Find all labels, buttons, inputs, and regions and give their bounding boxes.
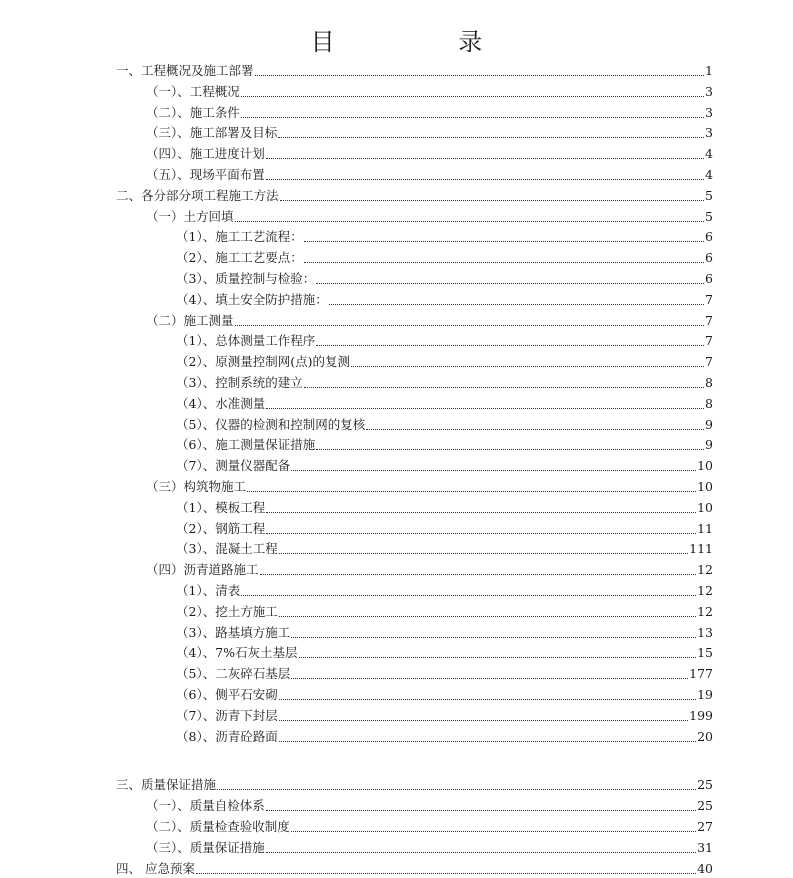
toc-entry-label: （8）、沥青砼路面 xyxy=(176,728,278,744)
dot-leader xyxy=(266,179,704,180)
dot-leader xyxy=(291,637,696,638)
page-title: 目 录 xyxy=(310,28,541,56)
toc-entry-label: （1）、清表 xyxy=(176,583,241,598)
toc-entry-label: （一）、工程概况 xyxy=(146,83,240,99)
toc-entry-label: （二）、质量检查验收制度 xyxy=(146,819,290,834)
toc-entry-label: （5）、二灰碎石基层 xyxy=(176,666,291,682)
toc-entry[interactable] xyxy=(176,707,713,725)
toc-entry-page-number: 13 xyxy=(697,624,713,640)
toc-entry-label: 二、各分部分项工程施工方法 xyxy=(116,187,279,203)
toc-entry-page-number: 31 xyxy=(697,839,713,855)
toc-entry-label: （6）、侧平石安砌 xyxy=(176,687,278,702)
toc-entry[interactable] xyxy=(176,686,713,704)
toc-entry[interactable] xyxy=(116,860,713,878)
toc-entry-page-number: 5 xyxy=(705,187,713,203)
toc-entry-label: （1）、模板工程 xyxy=(176,499,266,515)
toc-entry-label: 一、工程概况及施工部署 xyxy=(116,63,254,78)
toc-entry-label: （4）、7%石灰土基层 xyxy=(176,645,298,661)
dot-leader xyxy=(217,789,696,790)
toc-entry-page-number: 10 xyxy=(697,479,713,494)
toc-entry-label: （2）、挖土方施工 xyxy=(176,603,278,619)
toc-entry[interactable] xyxy=(176,374,713,392)
toc-entry-page-number: 20 xyxy=(697,728,713,744)
toc-entry-page-number: 6 xyxy=(705,229,713,245)
toc-entry[interactable] xyxy=(176,416,713,434)
toc-entry[interactable] xyxy=(176,228,713,246)
toc-entry-page-number: 177 xyxy=(689,666,713,682)
dot-leader xyxy=(304,387,704,388)
toc-entry-page-number: 7 xyxy=(705,333,713,349)
toc-entry-label: （2）、钢筋工程 xyxy=(176,520,266,536)
dot-leader xyxy=(279,553,688,554)
toc-entry-label: （三）构筑物施工 xyxy=(146,479,247,494)
toc-entry-label: （2）、施工工艺要点： xyxy=(176,250,303,266)
toc-entry-page-number: 7 xyxy=(705,291,713,307)
toc-entry-label: （五）、现场平面布置 xyxy=(146,167,265,182)
toc-entry[interactable] xyxy=(176,520,713,538)
toc-entry-page-number: 7 xyxy=(705,354,713,370)
toc-entry-page-number: 4 xyxy=(705,167,713,182)
dot-leader xyxy=(260,574,697,575)
dot-leader xyxy=(235,325,705,326)
toc-entry[interactable] xyxy=(146,208,713,226)
toc-entry-label: （6）、施工测量保证措施 xyxy=(176,437,316,453)
toc-entry[interactable] xyxy=(116,187,713,205)
toc-entry[interactable] xyxy=(176,582,713,600)
toc-entry-label: （4）、填土安全防护措施： xyxy=(176,291,328,307)
dot-leader xyxy=(316,283,704,284)
dot-leader xyxy=(241,595,696,596)
toc-entry[interactable] xyxy=(146,145,713,163)
toc-entry[interactable] xyxy=(146,83,713,101)
dot-leader xyxy=(196,873,696,874)
toc-entry[interactable] xyxy=(116,62,713,80)
toc-entry-label: （一）、质量自检体系 xyxy=(146,798,265,814)
toc-entry[interactable] xyxy=(116,776,713,794)
dot-leader xyxy=(316,345,704,346)
toc-entry[interactable] xyxy=(176,665,713,683)
toc-entry[interactable] xyxy=(146,818,713,836)
dot-leader xyxy=(266,408,704,409)
dot-leader xyxy=(266,852,696,853)
toc-entry-label: （1）、总体测量工作程序 xyxy=(176,333,316,349)
dot-leader xyxy=(304,262,704,263)
dot-leader xyxy=(266,810,696,811)
toc-entry-label: （四）沥青道路施工 xyxy=(146,562,259,578)
toc-entry-label: （三）、施工部署及目标 xyxy=(146,125,278,141)
toc-entry-page-number: 15 xyxy=(697,645,713,661)
toc-entry-label: 四、 应急预案 xyxy=(116,860,195,876)
toc-entry[interactable] xyxy=(176,499,713,517)
dot-leader xyxy=(299,657,697,658)
dot-leader xyxy=(304,241,704,242)
dot-leader xyxy=(266,512,696,513)
toc-entry-page-number: 19 xyxy=(697,687,713,702)
toc-entry-label: （3）、质量控制与检验： xyxy=(176,271,316,286)
toc-entry[interactable] xyxy=(146,104,713,122)
toc-entry[interactable] xyxy=(176,270,713,288)
dot-leader xyxy=(235,221,705,222)
toc-entry[interactable] xyxy=(146,124,713,142)
toc-entry-page-number: 12 xyxy=(697,603,713,619)
toc-entry[interactable] xyxy=(176,332,713,350)
toc-entry-page-number: 12 xyxy=(697,562,713,578)
toc-entry-label: （5）、仪器的检测和控制网的复核 xyxy=(176,416,366,432)
toc-entry[interactable] xyxy=(146,797,713,815)
toc-entry-page-number: 6 xyxy=(705,271,713,286)
toc-entry[interactable] xyxy=(176,644,713,662)
dot-leader xyxy=(291,470,696,471)
toc-entry[interactable] xyxy=(176,291,713,309)
toc-entry-label: （四）、施工进度计划 xyxy=(146,146,265,162)
dot-leader xyxy=(351,366,704,367)
toc-entry-page-number: 12 xyxy=(697,583,713,598)
toc-entry-label: （2）、原测量控制网(点)的复测 xyxy=(176,354,350,370)
toc-entry[interactable] xyxy=(176,728,713,746)
toc-entry-label: （二）施工测量 xyxy=(146,312,234,328)
toc-entry-page-number: 10 xyxy=(697,499,713,515)
dot-leader xyxy=(241,117,704,118)
toc-entry-page-number: 5 xyxy=(705,208,713,224)
toc-entry[interactable] xyxy=(176,624,713,642)
toc-entry-page-number: 111 xyxy=(689,541,713,557)
toc-entry-page-number: 199 xyxy=(689,707,713,723)
toc-entry-page-number: 9 xyxy=(705,416,713,432)
toc-entry-page-number: 4 xyxy=(705,146,713,162)
dot-leader xyxy=(279,720,688,721)
toc-entry-label: （3）、控制系统的建立 xyxy=(176,375,303,390)
toc-entry-label: （1）、施工工艺流程： xyxy=(176,229,303,245)
toc-entry-page-number: 25 xyxy=(697,777,713,793)
toc-entry-page-number: 3 xyxy=(705,125,713,141)
toc-entry-label: （二）、施工条件 xyxy=(146,104,240,120)
toc-entry[interactable] xyxy=(176,395,713,413)
toc-entry-page-number: 9 xyxy=(705,437,713,453)
toc-entry[interactable] xyxy=(176,353,713,371)
toc-entry-label: 三、质量保证措施 xyxy=(116,777,217,793)
dot-leader xyxy=(266,533,696,534)
toc-entry[interactable] xyxy=(146,561,713,579)
dot-leader xyxy=(279,741,696,742)
toc-entry-label: （三）、质量保证措施 xyxy=(146,839,265,855)
dot-leader xyxy=(291,678,688,679)
toc-entry-page-number: 6 xyxy=(705,250,713,266)
toc-entry[interactable] xyxy=(146,478,713,496)
toc-entry-page-number: 7 xyxy=(705,312,713,328)
dot-leader xyxy=(279,616,696,617)
toc-entry[interactable] xyxy=(146,839,713,857)
toc-entry[interactable] xyxy=(176,436,713,454)
toc-entry-label: （7）、测量仪器配备 xyxy=(176,458,291,474)
dot-leader xyxy=(316,449,704,450)
dot-leader xyxy=(291,831,696,832)
toc-entry[interactable] xyxy=(176,249,713,267)
dot-leader xyxy=(366,429,704,430)
toc-entry[interactable] xyxy=(176,603,713,621)
dot-leader xyxy=(255,75,705,76)
toc-entry-page-number: 8 xyxy=(705,395,713,411)
toc-entry-label: （一）土方回填 xyxy=(146,208,234,224)
dot-leader xyxy=(241,96,704,97)
dot-leader xyxy=(279,699,696,700)
toc-entry-label: （7）、沥青下封层 xyxy=(176,707,278,723)
toc-entry-page-number: 27 xyxy=(697,819,713,834)
toc-entry[interactable] xyxy=(176,540,713,558)
toc-entry-page-number: 1 xyxy=(705,63,713,78)
toc-entry-page-number: 40 xyxy=(697,860,713,876)
toc-entry-page-number: 11 xyxy=(697,520,713,536)
toc-entry-label: （3）、混凝土工程 xyxy=(176,541,278,557)
toc-entry[interactable] xyxy=(146,312,713,330)
toc-entry-page-number: 25 xyxy=(697,798,713,814)
toc-entry-page-number: 10 xyxy=(697,458,713,474)
dot-leader xyxy=(266,158,704,159)
toc-entry[interactable] xyxy=(176,457,713,475)
dot-leader xyxy=(329,304,704,305)
toc-entry-page-number: 3 xyxy=(705,104,713,120)
toc-entry[interactable] xyxy=(146,166,713,184)
toc-entry-page-number: 8 xyxy=(705,375,713,390)
toc-entry-label: （3）、路基填方施工 xyxy=(176,624,291,640)
dot-leader xyxy=(278,137,704,138)
dot-leader xyxy=(247,491,696,492)
toc-entry-page-number: 3 xyxy=(705,83,713,99)
toc-entry-label: （4）、水准测量 xyxy=(176,395,266,411)
dot-leader xyxy=(280,200,705,201)
